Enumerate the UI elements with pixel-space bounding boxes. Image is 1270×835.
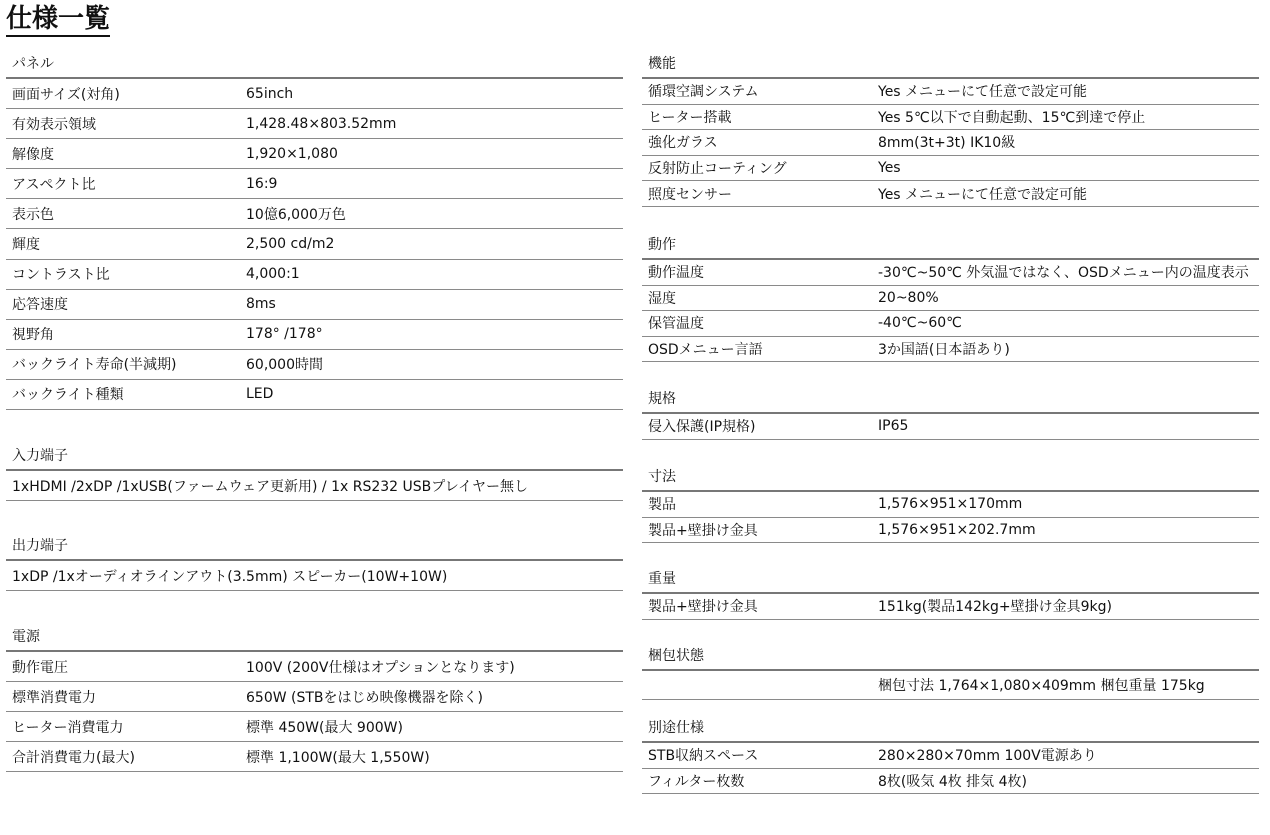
section-heading-packing: 梱包状態 (642, 644, 1259, 671)
spec-row (6, 79, 623, 109)
spec-label: 応答速度 (12, 297, 68, 314)
spec-label: ヒーター消費電力 (12, 719, 124, 736)
spec-row (6, 260, 623, 290)
standard-section (642, 387, 1259, 440)
spec-label: ヒーター搭載 (648, 109, 732, 126)
spec-value: 60,000時間 (246, 357, 323, 374)
features-table (642, 79, 1259, 207)
spec-label: 保管温度 (648, 316, 704, 333)
spec-value: 65inch (246, 85, 294, 102)
standard-table (642, 414, 1259, 440)
spec-row (642, 518, 1259, 544)
spec-label: 解像度 (12, 146, 54, 163)
spec-row (6, 652, 623, 682)
spec-label: 強化ガラス (648, 135, 718, 152)
section-heading-operation: 動作 (642, 233, 1259, 260)
spec-row (6, 290, 623, 320)
separate-section (642, 716, 1259, 794)
spec-row (642, 156, 1259, 182)
features-section (642, 52, 1259, 207)
weight-section (642, 567, 1259, 620)
spec-row (642, 769, 1259, 795)
spec-row (6, 320, 623, 350)
spec-value: 100V (200V仕様はオプションとなります) (246, 659, 515, 676)
spec-value: 1,576×951×202.7mm (878, 521, 1036, 538)
section-heading-panel: パネル (6, 52, 623, 79)
section-heading-dimensions: 寸法 (642, 465, 1259, 492)
spec-value: -40℃~60℃ (878, 315, 962, 332)
spec-row (642, 414, 1259, 440)
output-ports-row (6, 561, 623, 591)
spec-value: 1,576×951×170mm (878, 496, 1023, 513)
spec-row (642, 286, 1259, 312)
spec-label: STB収納スペース (648, 748, 759, 765)
section-heading-standard: 規格 (642, 387, 1259, 414)
spec-row (6, 350, 623, 380)
spec-value: 2,500 cd/m2 (246, 236, 335, 253)
page-title: 仕様一覧 (6, 3, 110, 37)
spec-row (6, 199, 623, 229)
section-heading-weight: 重量 (642, 567, 1259, 594)
spec-value: IP65 (878, 418, 909, 435)
spec-value: 8枚(吸気 4枚 排気 4枚) (878, 773, 1027, 790)
spec-value: 1,428.48×803.52mm (246, 115, 397, 132)
spec-value: Yes メニューにて任意で設定可能 (878, 84, 1088, 101)
spec-label: 照度センサー (648, 186, 732, 203)
spec-label: 標準消費電力 (12, 689, 96, 706)
panel-table (6, 79, 623, 410)
spec-row (6, 712, 623, 742)
spec-value: 10億6,000万色 (246, 206, 346, 223)
spec-value: Yes (878, 160, 901, 177)
section-heading-power: 電源 (6, 625, 623, 652)
spec-row (6, 139, 623, 169)
input-ports-row (6, 471, 623, 501)
spec-value: 16:9 (246, 175, 278, 192)
spec-row (642, 181, 1259, 207)
section-heading-features: 機能 (642, 52, 1259, 79)
operation-section (642, 233, 1259, 362)
spec-row (642, 260, 1259, 286)
spec-value: 280×280×70mm 100V電源あり (878, 748, 1097, 765)
spec-row (642, 743, 1259, 769)
spec-label: 循環空調システム (648, 84, 759, 101)
separate-table (642, 743, 1259, 794)
power-table (6, 652, 623, 772)
spec-row (6, 229, 623, 259)
spec-label: 反射防止コーティング (648, 161, 787, 178)
spec-value: 650W (STBをはじめ映像機器を除く) (246, 689, 483, 706)
spec-value: 標準 1,100W(最大 1,550W) (246, 749, 430, 766)
spec-label: 湿度 (648, 290, 676, 307)
spec-value: 8mm(3t+3t) IK10級 (878, 135, 1016, 152)
spec-value: Yes メニューにて任意で設定可能 (878, 186, 1088, 203)
section-heading-output: 出力端子 (6, 534, 623, 561)
spec-label: 画面サイズ(対角) (12, 86, 120, 103)
spec-label: 製品+壁掛け金具 (648, 522, 758, 539)
section-heading-separate: 別途仕様 (642, 716, 1259, 743)
spec-label: バックライト種類 (12, 387, 124, 404)
spec-value: LED (246, 386, 274, 403)
spec-row (642, 311, 1259, 337)
packing-section (642, 644, 1259, 700)
spec-label: 動作温度 (648, 265, 704, 282)
section-heading-input: 入力端子 (6, 444, 623, 471)
input-section (6, 444, 623, 501)
spec-label: 表示色 (12, 206, 54, 223)
output-section (6, 534, 623, 591)
spec-row (642, 79, 1259, 105)
spec-value: 1,920×1,080 (246, 145, 338, 162)
spec-label: 視野角 (12, 327, 54, 344)
spec-value: 8ms (246, 296, 276, 313)
spec-row (6, 380, 623, 410)
packing-row (642, 671, 1259, 700)
spec-label: OSDメニュー言語 (648, 342, 763, 359)
output-ports-value: 1xDP /1xオーディオラインアウト(3.5mm) スピーカー(10W+10W) (12, 568, 448, 585)
spec-row (6, 109, 623, 139)
spec-value: 178° /178° (246, 326, 323, 343)
spec-label: フィルター枚数 (648, 773, 745, 790)
spec-label: 有効表示領域 (12, 116, 96, 133)
spec-label: 製品+壁掛け金具 (648, 599, 758, 616)
weight-table (642, 594, 1259, 620)
input-ports-value: 1xHDMI /2xDP /1xUSB(ファームウェア更新用) / 1x RS232 USBプレイヤー無し (12, 478, 528, 495)
spec-value: Yes 5℃以下で自動起動、15℃到達で停止 (878, 109, 1146, 126)
spec-row (642, 594, 1259, 620)
spec-label: 侵入保護(IP規格) (648, 419, 756, 436)
spec-value: 標準 450W(最大 900W) (246, 719, 403, 736)
spec-value: 151kg(製品142kg+壁掛け金具9kg) (878, 599, 1112, 616)
spec-row (642, 130, 1259, 156)
spec-value: 4,000:1 (246, 266, 300, 283)
spec-label: 合計消費電力(最大) (12, 749, 135, 766)
dimensions-section (642, 465, 1259, 543)
power-section (6, 625, 623, 772)
spec-value: -30℃~50℃ 外気温ではなく、OSDメニュー内の温度表示 (878, 265, 1249, 282)
spec-value: 3か国語(日本語あり) (878, 342, 1010, 359)
spec-label: 動作電圧 (12, 659, 68, 676)
dimensions-table (642, 492, 1259, 543)
packing-value: 梱包寸法 1,764×1,080×409mm 梱包重量 175kg (878, 678, 1205, 694)
spec-label: 製品 (648, 497, 676, 514)
spec-label: コントラスト比 (12, 267, 110, 284)
spec-row (6, 682, 623, 712)
spec-label: 輝度 (12, 237, 40, 254)
spec-row (642, 105, 1259, 131)
spec-value: 20~80% (878, 289, 939, 306)
spec-row (6, 169, 623, 199)
spec-label: バックライト寿命(半減期) (12, 357, 177, 374)
operation-table (642, 260, 1259, 362)
spec-row (642, 492, 1259, 518)
spec-label: アスペクト比 (12, 176, 96, 193)
panel-section (6, 52, 623, 410)
spec-row (642, 337, 1259, 363)
spec-row (6, 742, 623, 772)
